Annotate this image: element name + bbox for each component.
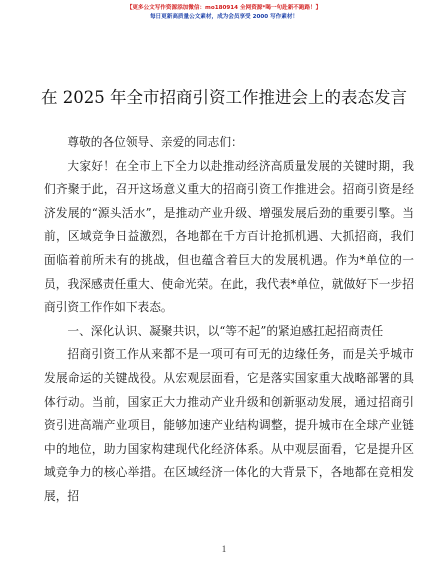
salutation: 尊敬的各位领导、亲爱的同志们：	[67, 135, 243, 149]
document-title: 在 2025 年全市招商引资工作推进会上的表态发言	[41, 88, 407, 107]
paragraph-intro: 大家好！在全市上下全力以赴推动经济高质量发展的关键时期，我们齐聚于此，召开这场意义重大的招商引资工作推进会。招商引资是经济发展的“源头活水”，是推动产业升级、增强发展后劲的重要引擎。当前，区域竞争日益激烈，各地都在千方百计抢抓机遇、大抓招商，我们面临着前所未有的挑战，但也蕴含着巨大的发展机遇。作为*单位的一员，我深感责任重大、使命光荣。在此，我代表*单位，就做好下一步招商引资工作作如下表态。	[44, 158, 414, 315]
section-heading-1: 一、深化认识、凝聚共识，以“等不起”的紧迫感扛起招商责任	[67, 323, 384, 338]
promo-line-1: 【更多公文写作资源添加微信：mo180914 全网资源*喝一句赴新不跑路！】	[126, 5, 322, 11]
promo-line-2: 每日更新高质量公文素材，成为会员享受 2000 写作素材！	[149, 14, 299, 20]
page-number: 1	[221, 544, 227, 554]
paragraph-section-1: 招商引资工作从来都不是一项可有可无的边缘任务，而是关乎城市发展命运的关键战役。从宏观层面看，它是落实国家重大战略部署的具体行动。当前，国家正大力推动产业升级和创新驱动发展，通过招商引资引进高端产业项目，能够加速产业结构调整，提升城市在全球产业链中的地位，助力国家构建现代化经济体系。从中观层面看，它是提升区域竞争力的核心举措。在区域经济一体化的大背景下，各地都在竞相发展，招	[44, 347, 414, 503]
document-body	[44, 131, 414, 509]
promo-banner	[0, 4, 448, 22]
